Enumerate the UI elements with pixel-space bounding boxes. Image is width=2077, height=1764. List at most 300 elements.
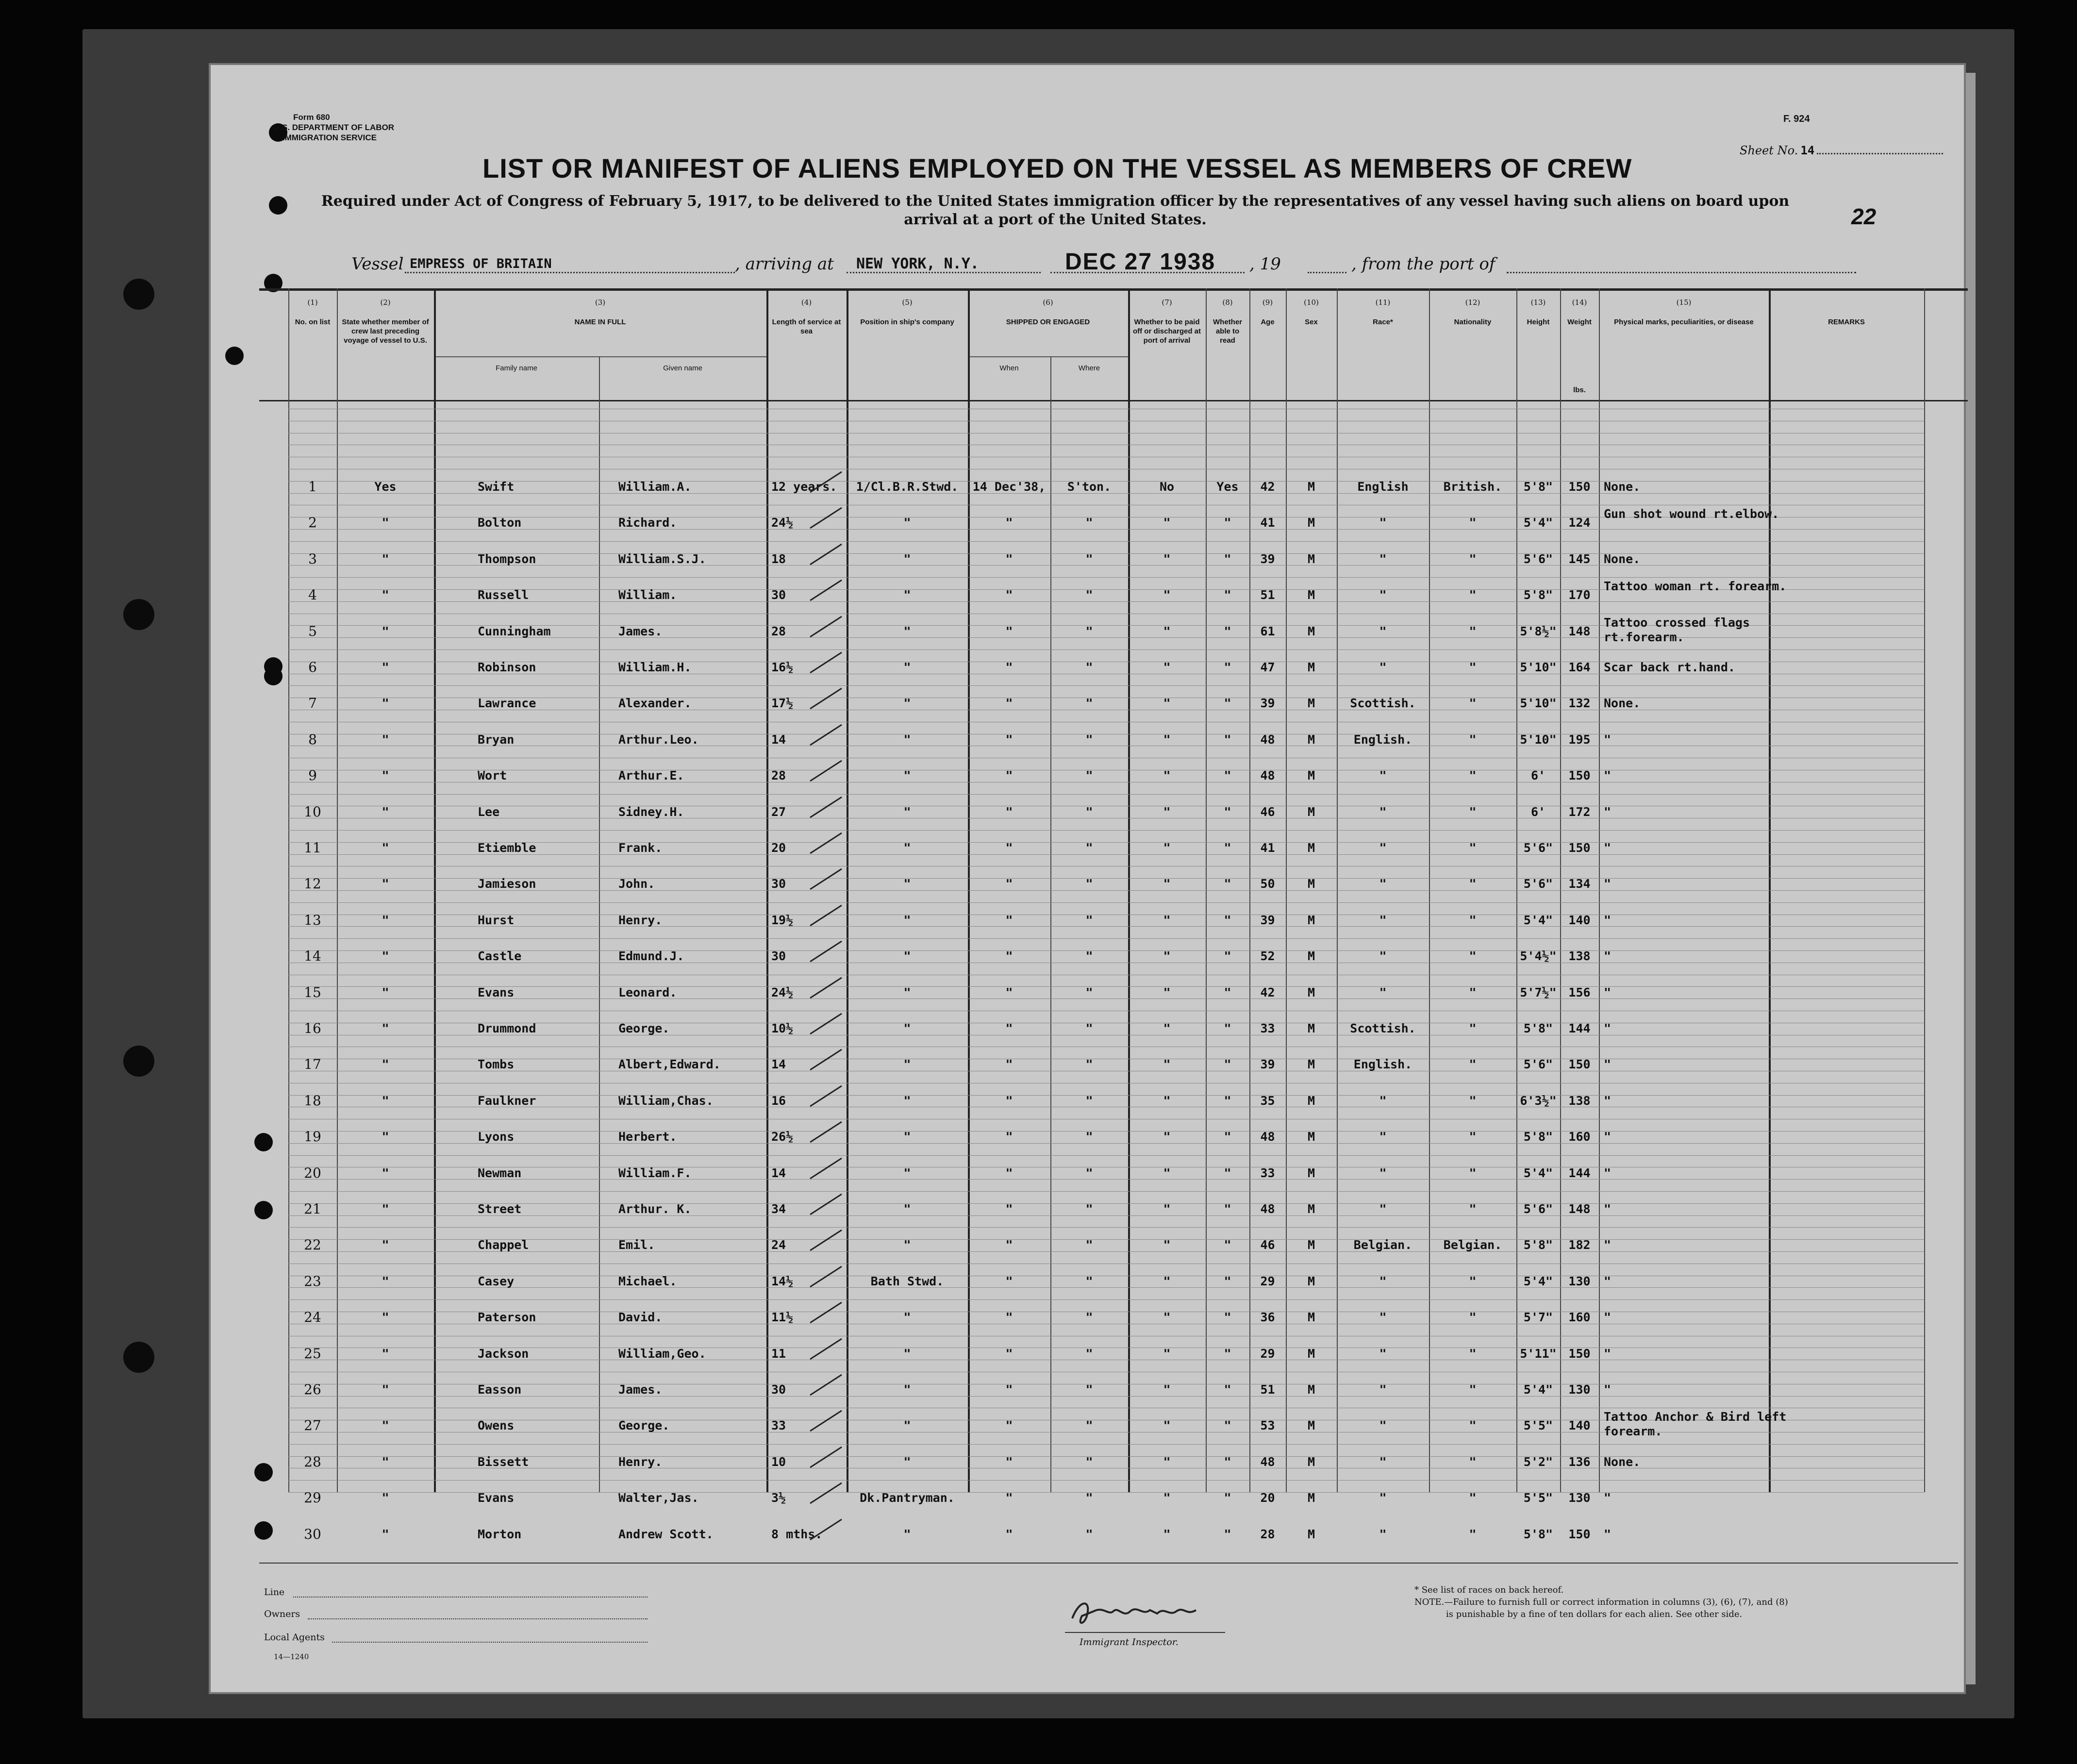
cell-given: David. — [618, 1310, 663, 1325]
cell-paid: " — [1163, 841, 1171, 855]
manifest-sheet — [209, 63, 1966, 1694]
column-subheader: Where — [1078, 364, 1100, 372]
cell-given: Henry. — [618, 1454, 663, 1469]
cell-position: " — [903, 1057, 911, 1072]
check-tick-icon — [808, 865, 847, 894]
cell-family: Jackson — [478, 1346, 529, 1361]
cell-service: 10½ — [771, 1021, 794, 1035]
check-tick-icon — [808, 937, 847, 966]
cell-paid: " — [1163, 1491, 1171, 1505]
cell-when: " — [1005, 1274, 1013, 1288]
check-tick-icon — [808, 504, 847, 533]
cell-nationality: " — [1469, 804, 1477, 819]
cell-position: " — [903, 877, 911, 891]
row-number: 23 — [304, 1273, 321, 1289]
cell-weight: 132 — [1568, 696, 1591, 711]
cell-read: " — [1224, 516, 1231, 530]
cell-height: 5'8½" — [1520, 624, 1557, 638]
cell-sex: M — [1307, 768, 1315, 783]
cell-position: " — [903, 516, 911, 530]
cell-sex: M — [1307, 1238, 1315, 1252]
cell-when: " — [1005, 1238, 1013, 1252]
cell-read: " — [1224, 1093, 1231, 1108]
cell-prev: " — [382, 841, 389, 855]
cell-service: 24½ — [771, 516, 794, 530]
cell-race: English — [1357, 480, 1409, 494]
cell-where: " — [1085, 1274, 1093, 1288]
cell-age: 29 — [1260, 1346, 1275, 1361]
cell-prev: " — [382, 1310, 389, 1325]
cell-marks: None. — [1604, 696, 1641, 711]
cell-nationality: " — [1469, 516, 1477, 530]
cell-position: 1/Cl.B.R.Stwd. — [856, 480, 959, 494]
cell-where: " — [1085, 804, 1093, 819]
column-header: Height — [1527, 318, 1550, 326]
cell-nationality: " — [1469, 1274, 1477, 1288]
cell-when: " — [1005, 1165, 1013, 1180]
cell-service: 18 — [771, 551, 786, 566]
weight-unit: lbs. — [1573, 386, 1586, 394]
cell-service: 16½ — [771, 660, 794, 674]
cell-given: George. — [618, 1021, 670, 1035]
cell-marks: " — [1604, 913, 1612, 927]
cell-given: Sidney.H. — [618, 804, 684, 819]
cell-marks: " — [1604, 1310, 1612, 1325]
punch-hole-icon — [264, 667, 282, 685]
cell-prev: " — [382, 1274, 389, 1288]
cell-family: Easson — [478, 1382, 522, 1397]
cell-family: Wort — [478, 768, 507, 783]
cell-paid: " — [1163, 1418, 1171, 1433]
ruled-line — [288, 1191, 1924, 1192]
cell-read: " — [1224, 985, 1231, 999]
cell-height: 5'5" — [1523, 1491, 1553, 1505]
cell-height: 5'8" — [1523, 588, 1553, 602]
cell-height: 5'5" — [1523, 1418, 1553, 1433]
cell-read: " — [1224, 1346, 1231, 1361]
row-number: 9 — [308, 767, 317, 784]
cell-marks: " — [1604, 877, 1612, 891]
cell-when: " — [1005, 1454, 1013, 1469]
cell-service: 14½ — [771, 1274, 794, 1288]
form-code: F. 924 — [1783, 114, 1810, 124]
cell-paid: " — [1163, 949, 1171, 964]
row-number: 5 — [308, 623, 317, 639]
cell-given: Albert,Edward. — [618, 1057, 721, 1072]
cell-race: " — [1379, 768, 1387, 783]
cell-sex: M — [1307, 1491, 1315, 1505]
cell-service: 34 — [771, 1202, 786, 1216]
cell-prev: " — [382, 1454, 389, 1469]
cell-race: Belgian. — [1353, 1238, 1412, 1252]
check-tick-icon — [808, 1479, 847, 1508]
cell-weight: 140 — [1568, 1418, 1591, 1433]
cell-read: " — [1224, 551, 1231, 566]
cell-marks: Tattoo woman rt. forearm. — [1604, 579, 1787, 594]
subtitle-line-2: arrival at a port of the United States. — [904, 211, 1207, 228]
row-number: 30 — [304, 1526, 321, 1542]
column-header: SHIPPED OR ENGAGED — [1006, 318, 1090, 326]
cell-service: 12 years. — [771, 480, 837, 494]
cell-marks: " — [1604, 768, 1612, 783]
column-header: Age — [1261, 318, 1275, 326]
cell-age: 42 — [1260, 985, 1275, 999]
cell-sex: M — [1307, 516, 1315, 530]
cell-read: " — [1224, 1491, 1231, 1505]
column-header: Race* — [1373, 318, 1393, 326]
cell-when: " — [1005, 624, 1013, 638]
cell-weight: 148 — [1568, 1202, 1591, 1216]
arrival-port: NEW YORK, N.Y. — [856, 255, 979, 272]
cell-weight: 124 — [1568, 516, 1591, 530]
binder-hole-icon — [123, 279, 154, 310]
cell-race: " — [1379, 1454, 1387, 1469]
check-tick-icon — [808, 1263, 847, 1292]
cell-weight: 160 — [1568, 1310, 1591, 1325]
cell-given: Herbert. — [618, 1130, 677, 1144]
row-number: 6 — [308, 659, 317, 675]
cell-where: " — [1085, 1527, 1093, 1541]
cell-prev: " — [382, 804, 389, 819]
cell-where: " — [1085, 660, 1093, 674]
cell-prev: " — [382, 1093, 389, 1108]
cell-marks: Tattoo crossed flags rt.forearm. — [1604, 615, 1750, 644]
cell-marks: " — [1604, 1527, 1612, 1541]
cell-weight: 172 — [1568, 804, 1591, 819]
cell-where: " — [1085, 1491, 1093, 1505]
column-number: (5) — [902, 298, 913, 307]
cell-nationality: " — [1469, 768, 1477, 783]
cell-weight: 150 — [1568, 480, 1591, 494]
cell-given: James. — [618, 624, 663, 638]
cell-height: 5'4½" — [1520, 949, 1557, 964]
cell-marks: " — [1604, 1346, 1612, 1361]
cell-paid: " — [1163, 768, 1171, 783]
check-tick-icon — [808, 540, 847, 569]
check-tick-icon — [808, 829, 847, 858]
column-header: Physical marks, peculiarities, or disease — [1614, 318, 1754, 326]
cell-nationality: " — [1469, 1454, 1477, 1469]
footer-rule — [259, 1563, 1958, 1564]
cell-age: 51 — [1260, 588, 1275, 602]
cell-paid: " — [1163, 696, 1171, 711]
cell-when: " — [1005, 949, 1013, 964]
cell-prev: " — [382, 1527, 389, 1541]
cell-service: 10 — [771, 1454, 786, 1469]
cell-age: 48 — [1260, 768, 1275, 783]
cell-paid: " — [1163, 1238, 1171, 1252]
cell-height: 5'8" — [1523, 1130, 1553, 1144]
cell-height: 5'10" — [1520, 696, 1557, 711]
cell-prev: " — [382, 1382, 389, 1397]
cell-sex: M — [1307, 1165, 1315, 1180]
check-tick-icon — [808, 1371, 847, 1400]
arriving-dotline — [847, 272, 1041, 273]
cell-nationality: " — [1469, 551, 1477, 566]
cell-where: " — [1085, 1057, 1093, 1072]
cell-when: " — [1005, 696, 1013, 711]
cell-read: " — [1224, 1454, 1231, 1469]
table-header-rule — [259, 400, 1968, 401]
table-top-rule — [259, 288, 1968, 291]
cell-sex: M — [1307, 1093, 1315, 1108]
line-dotline — [293, 1597, 648, 1598]
from-label: , from the port of — [1351, 254, 1495, 274]
cell-family: Etiemble — [478, 841, 536, 855]
check-tick-icon — [808, 1154, 847, 1183]
row-number: 26 — [304, 1381, 321, 1398]
cell-nationality: " — [1469, 1130, 1477, 1144]
cell-sex: M — [1307, 551, 1315, 566]
cell-age: 47 — [1260, 660, 1275, 674]
cell-read: " — [1224, 1130, 1231, 1144]
cell-prev: Yes — [374, 480, 397, 494]
cell-prev: " — [382, 588, 389, 602]
cell-when: " — [1005, 516, 1013, 530]
cell-family: Castle — [478, 949, 522, 964]
cell-when: " — [1005, 1021, 1013, 1035]
cell-race: " — [1379, 1093, 1387, 1108]
cell-weight: 195 — [1568, 732, 1591, 747]
cell-height: 5'6" — [1523, 1057, 1553, 1072]
check-tick-icon — [808, 1335, 847, 1364]
cell-height: 6' — [1530, 768, 1546, 783]
cell-age: 53 — [1260, 1418, 1275, 1433]
cell-when: " — [1005, 1346, 1013, 1361]
cell-marks: " — [1604, 1057, 1612, 1072]
cell-read: " — [1224, 877, 1231, 891]
check-tick-icon — [808, 793, 847, 822]
cell-service: 19½ — [771, 913, 794, 927]
cell-prev: " — [382, 768, 389, 783]
ruled-line — [288, 1444, 1924, 1445]
cell-family: Swift — [478, 480, 515, 494]
cell-when: " — [1005, 1527, 1013, 1541]
agents-label: Local Agents — [264, 1632, 325, 1643]
cell-family: Bissett — [478, 1454, 529, 1469]
cell-age: 41 — [1260, 841, 1275, 855]
cell-sex: M — [1307, 1346, 1315, 1361]
cell-family: Paterson — [478, 1310, 536, 1325]
cell-prev: " — [382, 913, 389, 927]
row-number: 25 — [304, 1345, 321, 1362]
cell-race: " — [1379, 1130, 1387, 1144]
cell-height: 6'3½" — [1520, 1093, 1557, 1108]
cell-given: William.F. — [618, 1165, 692, 1180]
cell-read: " — [1224, 1202, 1231, 1216]
cell-age: 46 — [1260, 804, 1275, 819]
cell-family: Morton — [478, 1527, 522, 1541]
cell-service: 26½ — [771, 1130, 794, 1144]
cell-service: 14 — [771, 732, 786, 747]
cell-when: " — [1005, 1057, 1013, 1072]
cell-sex: M — [1307, 841, 1315, 855]
cell-when: " — [1005, 551, 1013, 566]
agents-dotline — [332, 1642, 648, 1643]
check-tick-icon — [808, 1298, 847, 1328]
check-tick-icon — [808, 721, 847, 750]
cell-where: " — [1085, 551, 1093, 566]
shipped-subheader-rule — [968, 356, 1128, 357]
cell-nationality: " — [1469, 1418, 1477, 1433]
column-header: Whether to be paid off or discharged at port of arrival — [1132, 318, 1201, 345]
cell-paid: " — [1163, 1021, 1171, 1035]
cell-nationality: " — [1469, 1202, 1477, 1216]
cell-age: 39 — [1260, 551, 1275, 566]
cell-age: 51 — [1260, 1382, 1275, 1397]
cell-paid: " — [1163, 1093, 1171, 1108]
row-number: 2 — [308, 515, 317, 531]
cell-where: " — [1085, 949, 1093, 964]
cell-marks: " — [1604, 1238, 1612, 1252]
cell-read: Yes — [1216, 480, 1239, 494]
cell-family: Faulkner — [478, 1093, 536, 1108]
cell-age: 35 — [1260, 1093, 1275, 1108]
cell-age: 50 — [1260, 877, 1275, 891]
cell-position: " — [903, 1310, 911, 1325]
cell-race: Scottish. — [1350, 1021, 1416, 1035]
cell-nationality: " — [1469, 1527, 1477, 1541]
cell-given: Henry. — [618, 913, 663, 927]
cell-where: " — [1085, 1093, 1093, 1108]
cell-race: " — [1379, 1382, 1387, 1397]
cell-read: " — [1224, 1021, 1231, 1035]
line-label: Line — [264, 1587, 285, 1598]
column-number: (6) — [1043, 298, 1053, 307]
cell-weight: 134 — [1568, 877, 1591, 891]
cell-when: " — [1005, 1310, 1013, 1325]
cell-given: Arthur.Leo. — [618, 732, 699, 747]
cell-paid: " — [1163, 516, 1171, 530]
races-note: * See list of races on back hereof. — [1414, 1585, 1564, 1595]
service-name: IMMIGRATION SERVICE — [282, 133, 377, 142]
page-number: 22 — [1851, 204, 1877, 229]
cell-read: " — [1224, 1057, 1231, 1072]
column-number: (3) — [595, 298, 606, 307]
cell-read: " — [1224, 1310, 1231, 1325]
cell-race: " — [1379, 877, 1387, 891]
cell-prev: " — [382, 732, 389, 747]
cell-age: 48 — [1260, 1130, 1275, 1144]
cell-sex: M — [1307, 588, 1315, 602]
cell-sex: M — [1307, 696, 1315, 711]
cell-age: 39 — [1260, 913, 1275, 927]
check-tick-icon — [808, 1046, 847, 1075]
form-number: Form 680 — [293, 113, 330, 122]
inspector-signature — [1065, 1597, 1225, 1631]
cell-paid: " — [1163, 1165, 1171, 1180]
cell-family: Lyons — [478, 1130, 515, 1144]
cell-height: 5'4" — [1523, 1382, 1553, 1397]
cell-nationality: " — [1469, 624, 1477, 638]
cell-weight: 160 — [1568, 1130, 1591, 1144]
penalty-note-1: NOTE.—Failure to furnish full or correct information in columns (3), (6), (7), and (8) — [1414, 1597, 1788, 1607]
ruled-line — [288, 902, 1924, 903]
cell-prev: " — [382, 551, 389, 566]
row-number: 15 — [304, 984, 321, 1000]
punch-hole-icon — [269, 196, 287, 215]
row-number: 28 — [304, 1453, 321, 1470]
cell-nationality: " — [1469, 696, 1477, 711]
column-header: Position in ship's company — [860, 318, 954, 326]
cell-where: " — [1085, 913, 1093, 927]
cell-race: " — [1379, 1418, 1387, 1433]
page-subtitle — [313, 192, 1798, 229]
check-tick-icon — [808, 684, 847, 714]
row-number: 16 — [304, 1020, 321, 1036]
ruled-line — [288, 1227, 1924, 1228]
cell-height: 5'4" — [1523, 913, 1553, 927]
cell-read: " — [1224, 624, 1231, 638]
inspector-label: Immigrant Inspector. — [1080, 1637, 1179, 1648]
ruled-line — [288, 685, 1924, 686]
cell-when: " — [1005, 913, 1013, 927]
cell-paid: " — [1163, 804, 1171, 819]
column-header: Weight — [1567, 318, 1592, 326]
cell-race: " — [1379, 804, 1387, 819]
cell-given: Alexander. — [618, 696, 692, 711]
cell-marks: Scar back rt.hand. — [1604, 660, 1735, 674]
cell-service: 11 — [771, 1346, 786, 1361]
row-number: 13 — [304, 912, 321, 928]
cell-when: " — [1005, 768, 1013, 783]
cell-race: " — [1379, 516, 1387, 530]
column-subheader: When — [999, 364, 1019, 372]
cell-position: " — [903, 732, 911, 747]
cell-age: 48 — [1260, 732, 1275, 747]
year-dotline — [1308, 272, 1346, 273]
cell-age: 28 — [1260, 1527, 1275, 1541]
cell-position: " — [903, 1238, 911, 1252]
row-number: 3 — [308, 550, 317, 567]
column-number: (1) — [307, 298, 318, 307]
cell-prev: " — [382, 1165, 389, 1180]
cell-paid: " — [1163, 1527, 1171, 1541]
cell-weight: 138 — [1568, 949, 1591, 964]
cell-position: " — [903, 624, 911, 638]
row-number: 11 — [304, 840, 321, 856]
check-tick-icon — [808, 974, 847, 1003]
date-dotline — [1050, 272, 1245, 273]
cell-age: 39 — [1260, 696, 1275, 711]
cell-where: " — [1085, 1310, 1093, 1325]
cell-race: " — [1379, 949, 1387, 964]
cell-paid: " — [1163, 551, 1171, 566]
cell-weight: 150 — [1568, 1057, 1591, 1072]
footer-form-code: 14—1240 — [274, 1652, 309, 1661]
check-tick-icon — [808, 1443, 847, 1472]
cell-race: " — [1379, 551, 1387, 566]
cell-height: 5'8" — [1523, 1238, 1553, 1252]
cell-service: 14 — [771, 1057, 786, 1072]
cell-given: William.S.J. — [618, 551, 706, 566]
ruled-line — [288, 577, 1924, 578]
cell-marks: " — [1604, 1491, 1612, 1505]
cell-where: " — [1085, 985, 1093, 999]
cell-where: " — [1085, 877, 1093, 891]
cell-given: Andrew Scott. — [618, 1527, 714, 1541]
cell-paid: " — [1163, 1382, 1171, 1397]
cell-marks: Tattoo Anchor & Bird left forearm. — [1604, 1410, 1787, 1439]
cell-service: 17½ — [771, 696, 794, 711]
cell-sex: M — [1307, 1057, 1315, 1072]
cell-read: " — [1224, 732, 1231, 747]
cell-sex: M — [1307, 1382, 1315, 1397]
column-number: (7) — [1162, 298, 1172, 307]
cell-service: 28 — [771, 624, 786, 638]
cell-prev: " — [382, 877, 389, 891]
cell-read: " — [1224, 913, 1231, 927]
